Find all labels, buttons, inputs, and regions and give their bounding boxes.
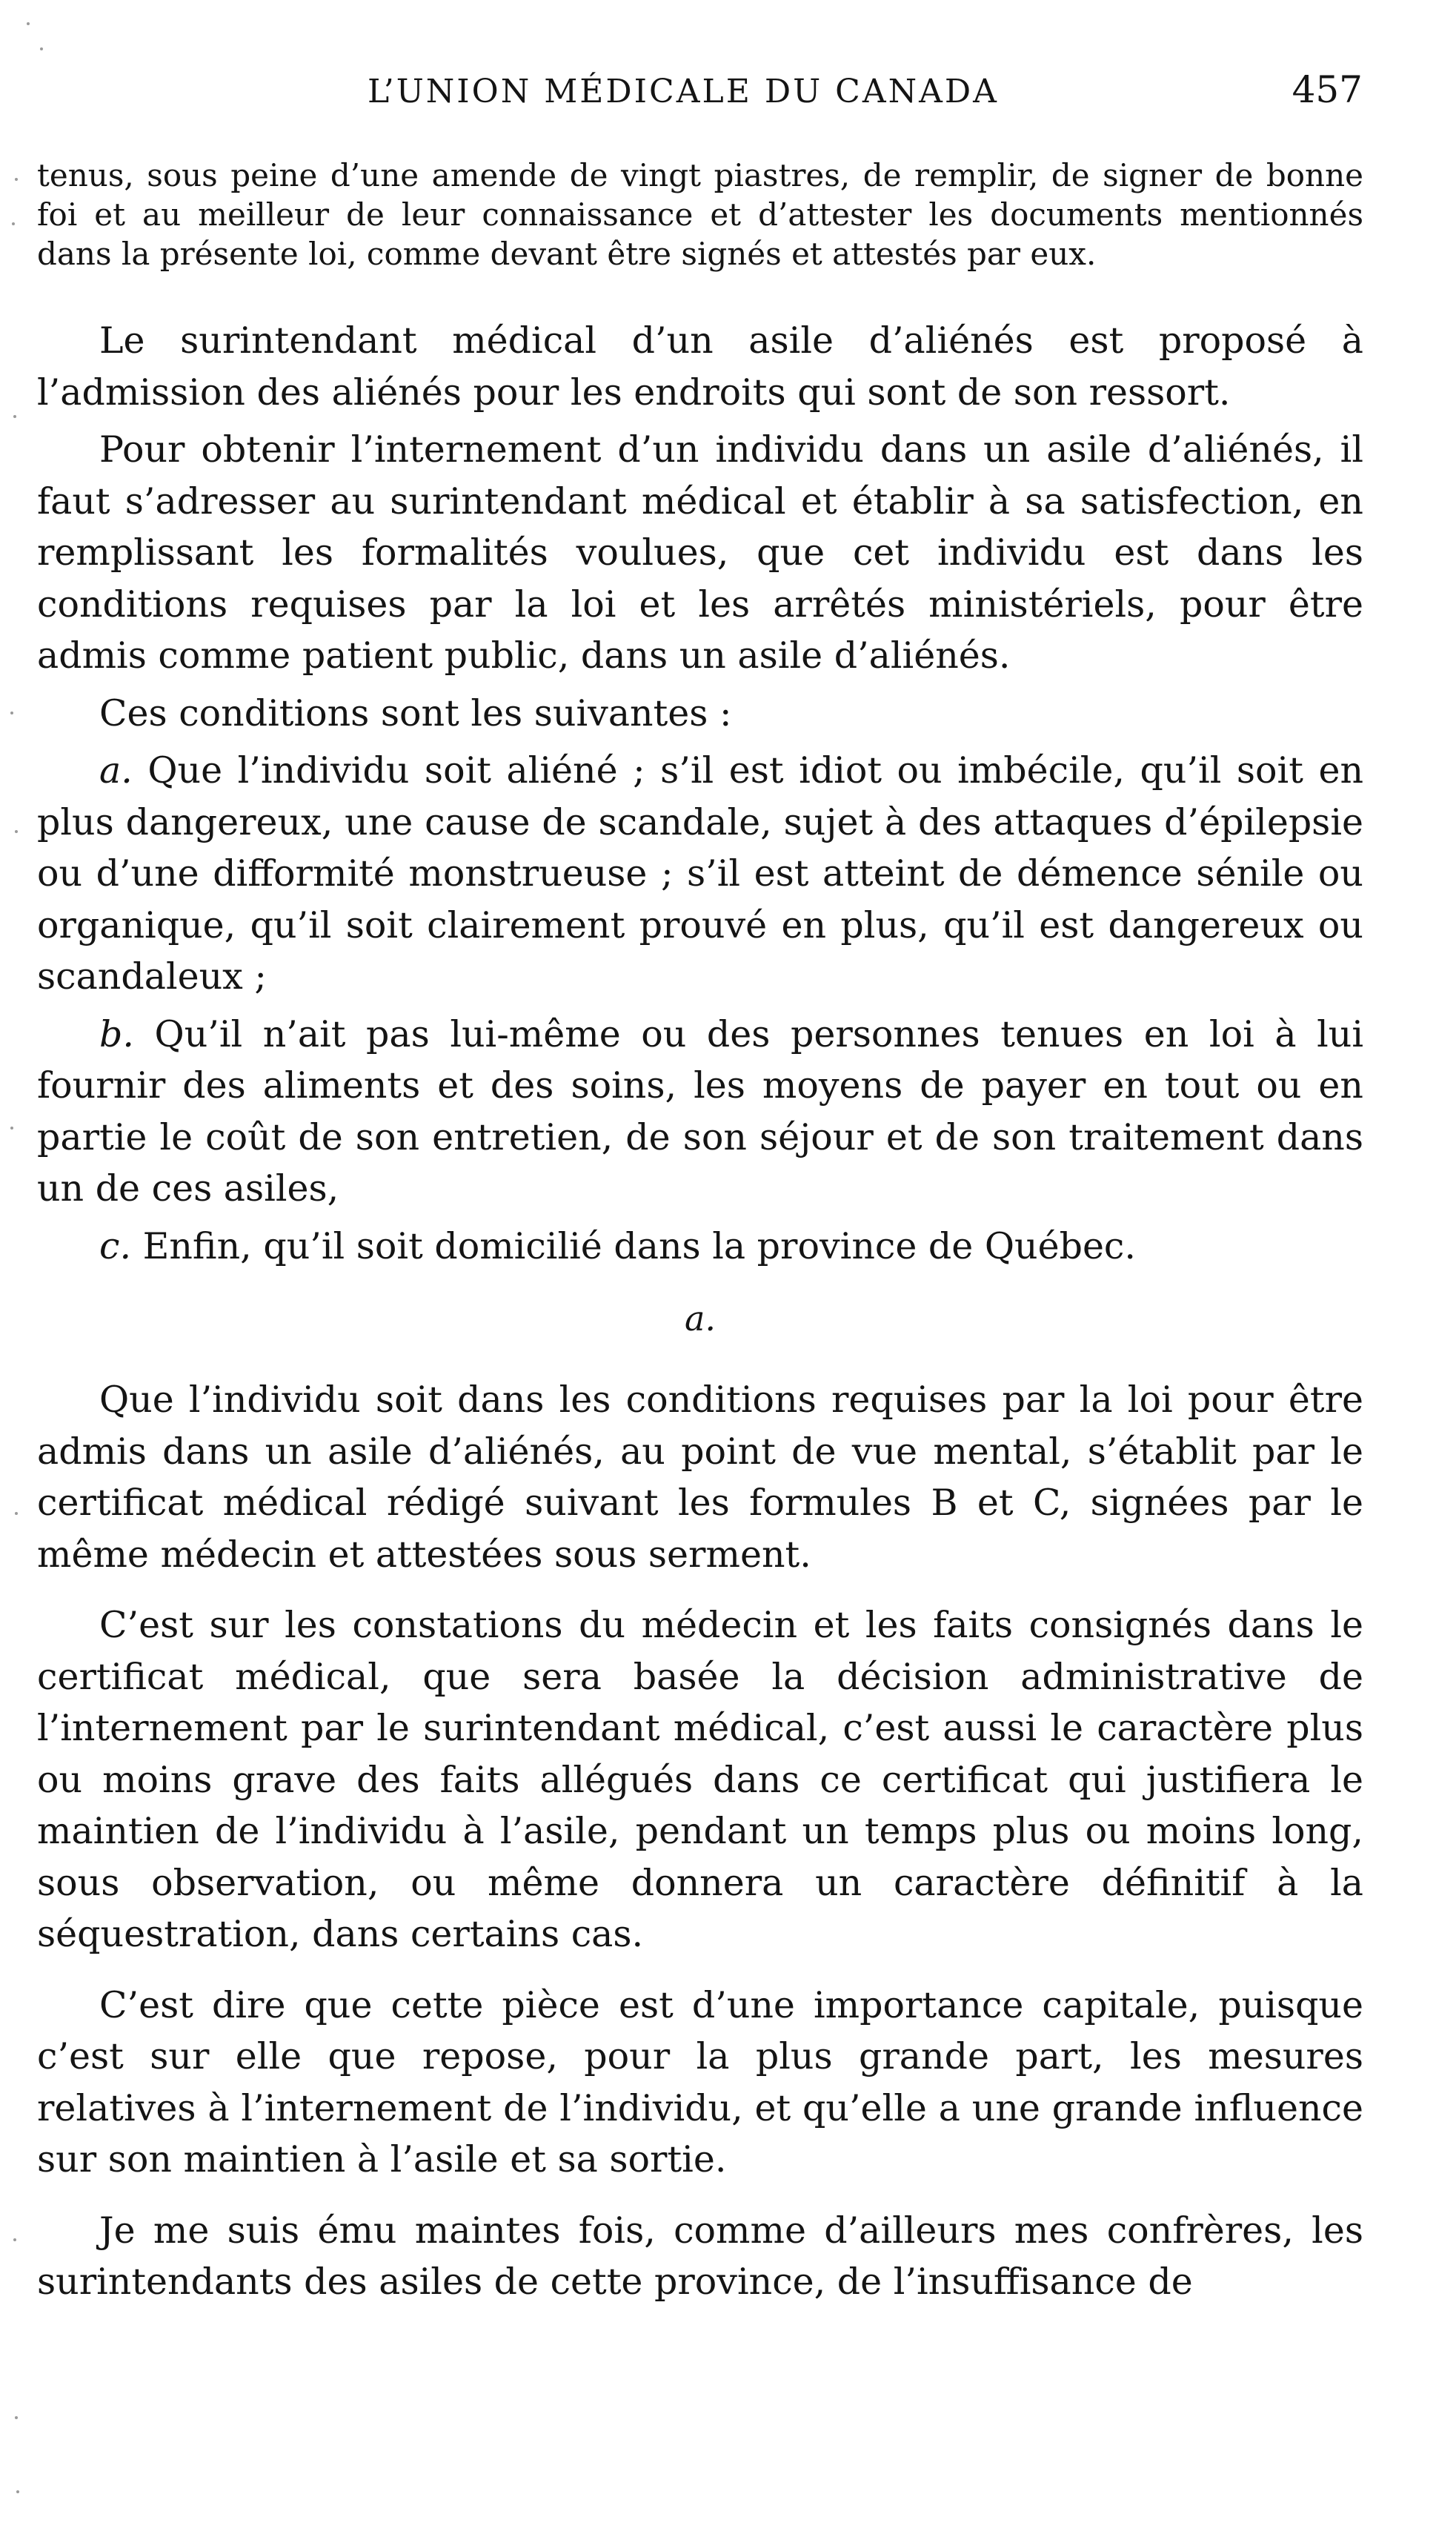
paragraph-continued: tenus, sous peine d’une amende de vingt piastres, de remplir, de signer de bonne foi et au meilleur de leur connaissance et d’attester les documents mentionnés dans la présente loi, comme devant être signés et attestés par eux. xyxy=(37,157,1363,272)
body-text xyxy=(37,156,1363,2308)
page-number: 457 xyxy=(1292,68,1363,111)
list-item-c xyxy=(37,1221,1363,1273)
list-item-b xyxy=(37,1009,1363,1215)
list-item-text: Que l’individu soit aliéné ; s’il est idiot ou imbécile, qu’il soit en plus dangereux, une cause de scandale, sujet à des attaques d’épilepsie ou d’une difformité monstrueuse ; s’il est atteint de démence sénile ou organique, qu’il soit clairement prouvé en plus, qu’il est dangereux ou scandaleux ; xyxy=(37,749,1364,998)
list-item-text: Enfin, qu’il soit domicilié dans la province de Québec. xyxy=(142,1224,1136,1267)
running-head xyxy=(0,68,1456,120)
list-marker-a: a. xyxy=(99,749,133,792)
list-marker-b: b. xyxy=(99,1012,134,1055)
paragraph: Je me suis ému maintes fois, comme d’ailleurs mes confrères, les surintendants des asiles de cette province, de l’insuffisance de xyxy=(37,2209,1363,2303)
paragraph: Le surintendant médical d’un asile d’aliénés est proposé à l’admission des aliénés pour les endroits qui sont de son ressort. xyxy=(37,319,1363,414)
paragraph: C’est sur les constations du médecin et les faits consignés dans le certificat médical, que sera basée la décision administrative de l’internement par le surintendant médical, c’est aussi le caractère plus ou moins grave des faits allégués dans ce certificat qui justifiera le maintien de l’individu à l’asile, pendant un temps plus ou moins long, sous observation, ou même donnera un caractère définitif à la séquestration, dans certains cas. xyxy=(37,1604,1363,1955)
paragraph: Ces conditions sont les suivantes : xyxy=(99,692,732,734)
section-heading: a. xyxy=(684,1299,717,1339)
list-item-a xyxy=(37,745,1363,1003)
paragraph: Que l’individu soit dans les conditions requises par la loi pour être admis dans un asile d’aliénés, au point de vue mental, s’établit par le certificat médical rédigé suivant les formules B et C, signées par le même médecin et attestées sous serment. xyxy=(37,1379,1363,1576)
paragraph: C’est dire que cette pièce est d’une importance capitale, puisque c’est sur elle que repose, pour la plus grande part, les mesures relatives à l’internement de l’individu, et qu’elle a une grande influence sur son maintien à l’asile et sa sortie. xyxy=(37,1983,1363,2181)
running-title: L’UNION MÉDICALE DU CANADA xyxy=(368,73,999,110)
list-marker-c: c. xyxy=(99,1224,132,1267)
list-item-text: Qu’il n’ait pas lui-même ou des personnes tenues en loi à lui fournir des aliments et des soins, les moyens de payer en tout ou en partie le coût de son entretien, de son séjour et de son traitement dans un de ces asiles, xyxy=(37,1012,1363,1210)
paragraph: Pour obtenir l’internement d’un individu dans un asile d’aliénés, il faut s’adresser au surintendant médical et établir à sa satisfection, en remplissant les formalités voulues, que cet individu est dans les conditions requises par la loi et les arrêtés ministériels, pour être admis comme patient public, dans un asile d’aliénés. xyxy=(37,428,1363,677)
